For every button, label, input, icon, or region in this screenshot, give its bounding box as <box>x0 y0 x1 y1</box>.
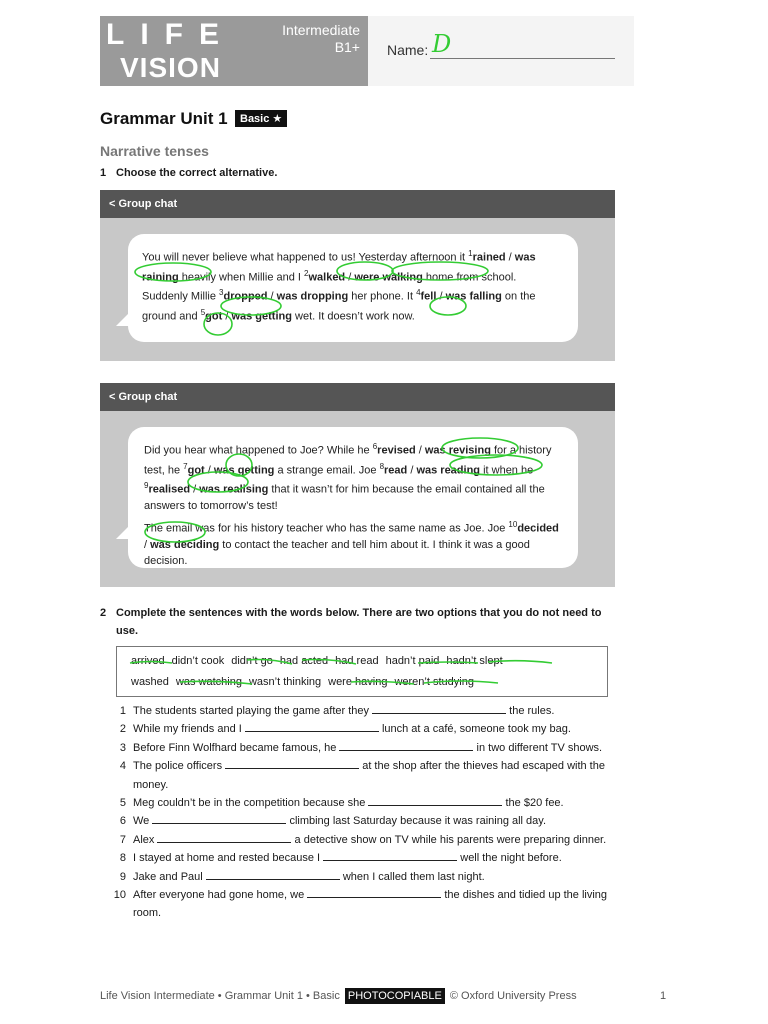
sentence-after: the rules. <box>509 705 555 717</box>
sentence-after: well the night before. <box>460 852 562 865</box>
word-bank-item: weren’t studying <box>394 676 474 688</box>
sentence-after: climbing last Saturday because it was raining all day. <box>289 815 547 828</box>
handwritten-name: D <box>432 30 452 58</box>
sentence-before: Alex <box>133 833 155 846</box>
word-bank-item: washed <box>131 676 169 688</box>
sentence-before: After everyone had gone home, we <box>133 889 305 902</box>
answer-blank[interactable] <box>323 849 457 861</box>
sentence-number: 2 <box>119 723 126 736</box>
sentence-number: 5 <box>119 797 126 810</box>
logo-line2: VISION <box>120 52 221 83</box>
life-vision-logo <box>100 16 368 86</box>
chat-header: < Group chat <box>100 383 615 411</box>
answer-blank[interactable] <box>225 757 359 769</box>
word-bank-row <box>131 676 481 688</box>
section-title: Narrative tenses <box>100 143 209 159</box>
sentence-list <box>112 702 622 923</box>
answer-blank[interactable] <box>206 868 340 880</box>
chat-header: < Group chat <box>100 190 615 218</box>
logo-line1: LIFE <box>106 18 235 51</box>
level-label: Intermediate B1+ <box>282 22 360 55</box>
sentence-after: the dishes and tidied up the living room. <box>133 889 608 920</box>
exercise1-heading: 1 Choose the correct alternative. <box>100 167 278 179</box>
chat-bubble-2: Did you hear what happened to Joe? While he $^6$revised / was revising for a history test, he $^7$got / was getting a strange email. Joe $^8$read / was reading it when he $^9$realised / was realising that it wasn’t for him because the email contained all the answers to tomorrow’s test! The email was for his history teacher who has the same name as Joe. Joe $^{10}$decided / was deciding to contact the teacher and tell him about it. I think it was a good decision. <box>128 427 578 568</box>
sentence-after: the $20 fee. <box>505 797 564 810</box>
word-bank-item: wasn’t thinking <box>248 676 322 688</box>
word-bank-item: didn’t cook <box>171 655 225 667</box>
word-bank-item: didn’t go <box>231 655 273 667</box>
sentence-item <box>112 739 622 757</box>
sentence-after: lunch at a café, someone took my bag. <box>381 723 571 736</box>
sentence-before: We <box>133 815 150 828</box>
page-title: Grammar Unit 1 <box>100 109 228 128</box>
sentence-after: a detective show on TV while his parents were preparing dinner. <box>294 833 607 846</box>
sentence-number: 8 <box>119 852 126 865</box>
name-label: Name: <box>387 42 429 58</box>
group-chat-1 <box>100 190 615 361</box>
answer-blank[interactable] <box>157 831 291 843</box>
sentence-number: 7 <box>119 833 126 846</box>
sentence-number: 4 <box>119 760 126 773</box>
exercise2-heading: 2 Complete the sentences with the words below. There are two options that you do not need to use. <box>100 607 602 637</box>
sentence-item <box>112 757 622 794</box>
sentence-item <box>112 831 622 849</box>
word-bank-item: hadn’t slept <box>446 655 503 667</box>
level-badge: Basic ★ <box>235 110 287 127</box>
sentence-before: Meg couldn’t be in the competition because she <box>133 797 366 810</box>
sentence-item <box>112 868 622 886</box>
footer: Life Vision Intermediate • Grammar Unit 1 • Basic PHOTOCOPIABLE © Oxford University Press <box>100 990 577 1002</box>
word-bank-item: were having <box>328 676 388 688</box>
sentence-before: Jake and Paul <box>133 870 203 883</box>
answer-blank[interactable] <box>307 886 441 898</box>
sentence-item <box>112 702 622 720</box>
sentence-before: I stayed at home and rested because I <box>133 852 321 865</box>
sentence-number: 3 <box>119 741 126 754</box>
sentence-item <box>112 794 622 812</box>
sentence-item <box>112 720 622 738</box>
sentence-number: 10 <box>113 889 126 902</box>
sentence-number: 1 <box>119 705 126 717</box>
answer-blank[interactable] <box>152 812 286 824</box>
word-bank-item: had read <box>335 655 379 667</box>
sentence-item <box>112 812 622 830</box>
group-chat-2 <box>100 383 615 587</box>
name-field-area <box>368 16 634 86</box>
sentence-after: at the shop after the thieves had escaped with the money. <box>133 760 605 791</box>
sentence-before: Before Finn Wolfhard became famous, he <box>133 741 337 754</box>
word-bank-item: hadn’t paid <box>385 655 440 667</box>
sentence-after: when I called them last night. <box>342 870 485 883</box>
answer-blank[interactable] <box>339 739 473 751</box>
word-bank-item: arrived <box>131 655 165 667</box>
sentence-before: The students started playing the game after they <box>133 705 370 717</box>
sentence-number: 9 <box>119 870 126 883</box>
answer-blank[interactable] <box>245 720 379 732</box>
chat-bubble-1: You will never believe what happened to us! Yesterday afternoon it $^1$rained / was raining heavily when Millie and I $^2$walked / were walking home from school. Suddenly Millie $^3$dropped / was dropping her phone. It $^4$fell / was falling on the ground and $^5$got / was getting wet. It doesn’t work now. <box>128 234 578 342</box>
word-bank-item: had acted <box>279 655 329 667</box>
name-line[interactable] <box>430 58 615 59</box>
sentence-item <box>112 886 622 923</box>
page-number: 1 <box>660 990 667 1002</box>
photocopiable-badge: PHOTOCOPIABLE <box>345 988 445 1004</box>
sentence-before: The police officers <box>133 760 223 773</box>
sentence-number: 6 <box>119 815 126 828</box>
sentence-item <box>112 849 622 867</box>
word-bank-item: was watching <box>175 676 242 688</box>
answer-blank[interactable] <box>372 702 506 714</box>
sentence-after: in two different TV shows. <box>476 741 603 754</box>
word-bank <box>116 646 608 697</box>
sentence-before: While my friends and I <box>133 723 242 736</box>
answer-blank[interactable] <box>368 794 502 806</box>
word-bank-row <box>131 655 510 667</box>
